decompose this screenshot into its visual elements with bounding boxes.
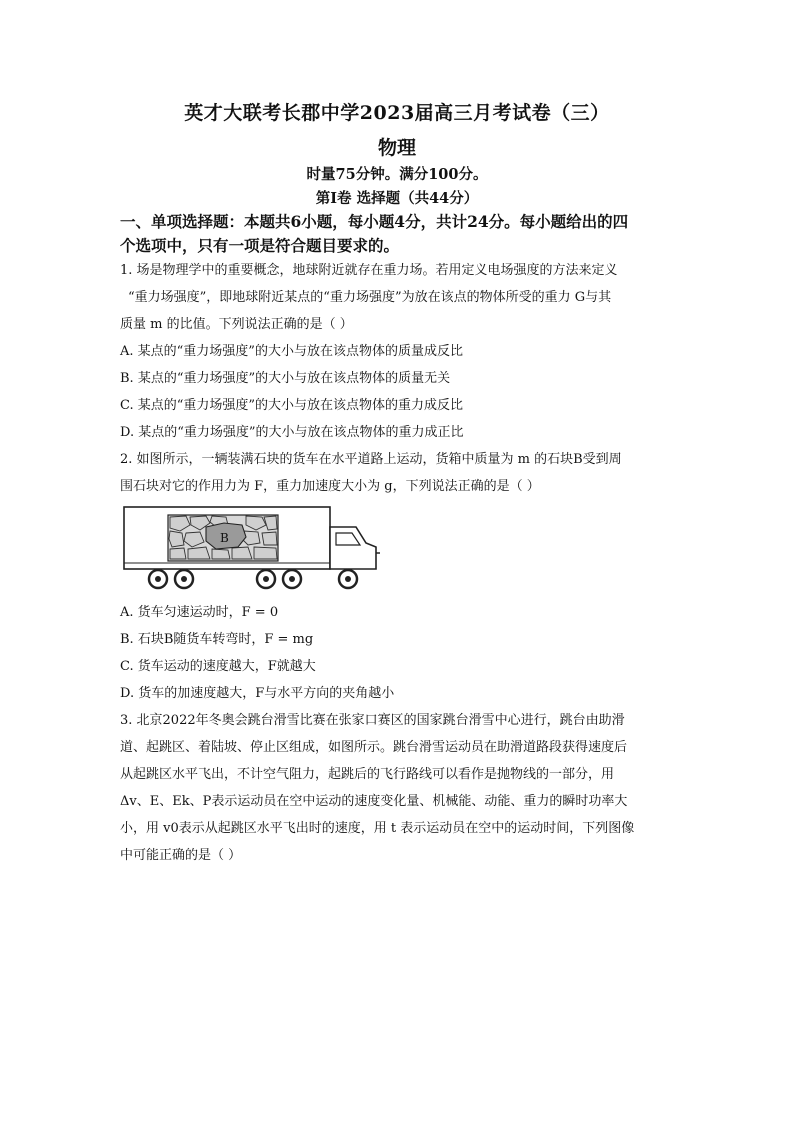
q1-option-c: C. 某点的“重力场强度”的大小与放在该点物体的重力成反比 (120, 398, 464, 413)
q1-option-a: A. 某点的“重力场强度”的大小与放在该点物体的质量成反比 (120, 344, 463, 359)
q3-line: 小，用 v0表示从起跳区水平飞出时的速度，用 t 表示运动员在空中的运动时间，下列图像 (120, 821, 635, 836)
q2-option-d: D. 货车的加速度越大，F与水平方向的夹角越小 (120, 686, 395, 701)
stone-b-label: B (220, 531, 229, 545)
q3-line: 从起跳区水平飞出，不计空气阻力，起跳后的飞行路线可以看作是抛物线的一部分，用 (120, 767, 615, 782)
q2-option-c: C. 货车运动的速度越大，F就越大 (120, 659, 316, 674)
q3-line: 中可能正确的是（ ） (120, 848, 242, 863)
q3-line: 3. 北京2022年冬奥会跳台滑雪比赛在张家口赛区的国家跳台滑雪中心进行，跳台由助滑 (120, 713, 625, 728)
q1-option-b: B. 某点的“重力场强度”的大小与放在该点物体的质量无关 (120, 371, 451, 386)
exam-title: 英才大联考长郡中学2023届高三月考试卷（三） (184, 102, 610, 124)
q2-line: 围石块对它的作用力为 F，重力加速度大小为 g，下列说法正确的是（ ） (120, 479, 540, 494)
subject-title: 物理 (377, 137, 416, 159)
q1-line: “重力场强度”，即地球附近某点的“重力场强度”为放在该点的物体所受的重力 G与其 (128, 290, 612, 305)
q3-line: 道、起跳区、着陆坡、停止区组成，如图所示。跳台滑雪运动员在助滑道路段获得速度后 (120, 740, 628, 755)
q3-line: Δv、E、Ek、P表示运动员在空中运动的速度变化量、机械能、动能、重力的瞬时功率大 (120, 794, 628, 809)
q2-option-a: A. 货车匀速运动时，F = 0 (120, 605, 279, 620)
q2-line: 2. 如图所示，一辆装满石块的货车在水平道路上运动，货箱中质量为 m 的石块B受到周 (120, 452, 622, 467)
part-title: 第Ⅰ卷 选择题（共44分） (315, 190, 479, 207)
q1-line: 质量 m 的比值。下列说法正确的是（ ） (120, 317, 353, 332)
section-heading-line1: 一、单项选择题：本题共6小题，每小题4分，共计24分。每小题给出的四 (120, 212, 629, 231)
time-score: 时量75分钟。满分100分。 (306, 166, 488, 183)
section-heading-line2: 个选项中，只有一项是符合题目要求的。 (120, 236, 400, 255)
q2-option-b: B. 石块B随货车转弯时，F = mg (120, 632, 314, 647)
q1-option-d: D. 某点的“重力场强度”的大小与放在该点物体的重力成正比 (120, 425, 464, 440)
truck-figure (120, 503, 382, 593)
q1-line: 1. 场是物理学中的重要概念，地球附近就存在重力场。若用定义电场强度的方法来定义 (120, 263, 618, 278)
